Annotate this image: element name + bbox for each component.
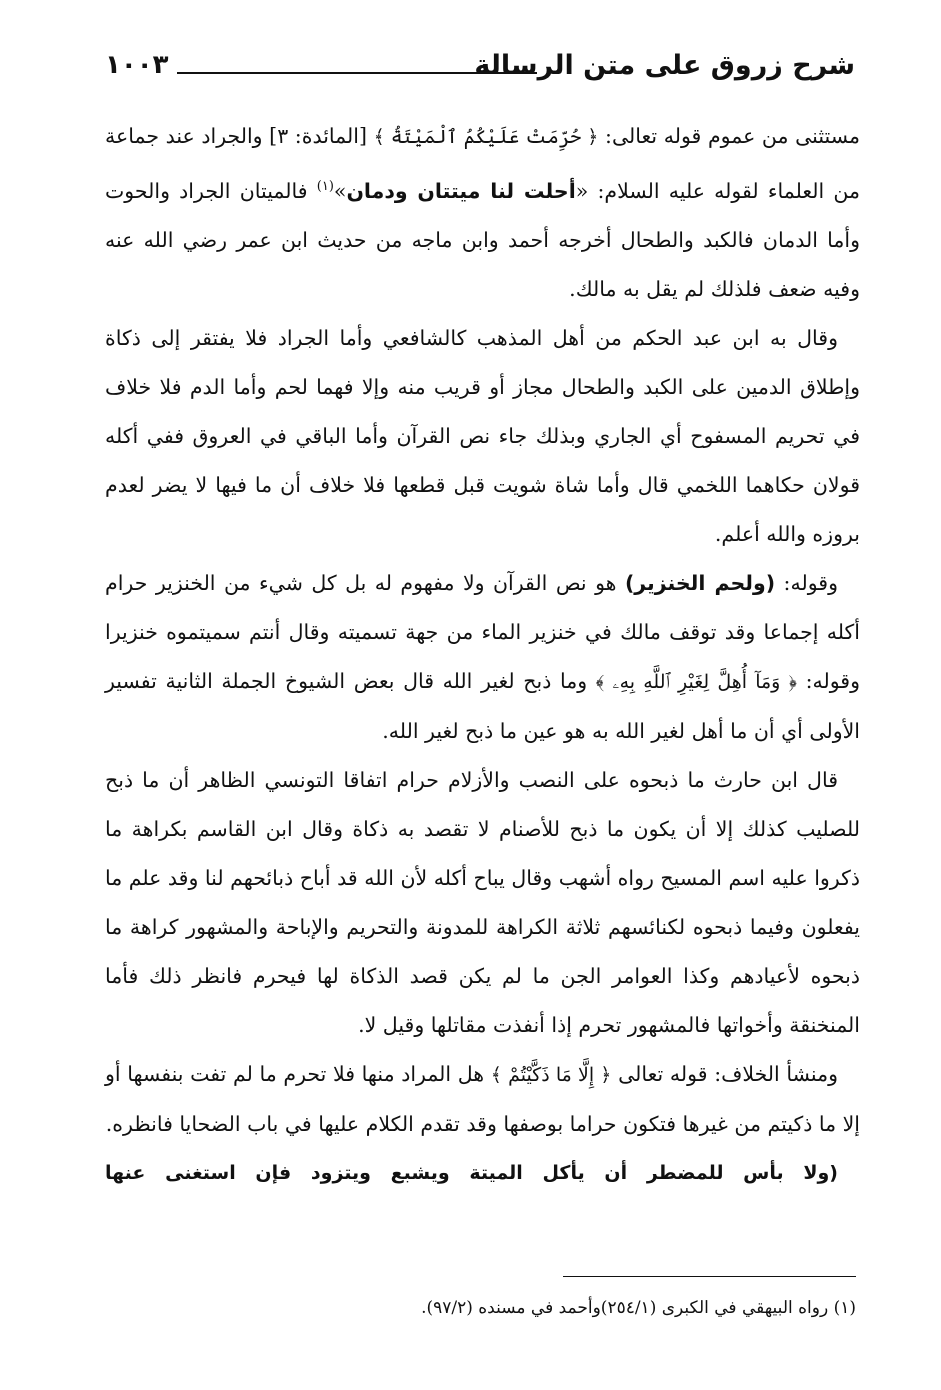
page-header: [105, 50, 855, 90]
page-number: ١٠٠٣: [105, 50, 169, 80]
text-run: [المائدة: ٣] والجراد عند جماعة من العلماء لقوله عليه السلام: «: [105, 124, 861, 203]
text-run: وما ذبح لغير الله قال بعض الشيوخ الجملة الثانية تفسير الأولى أي أن ما أهل لغير الله به هو عين ما ذبح لغير الله.: [105, 668, 860, 743]
footnote: (١) رواه البيهقي في الكبرى (٢٥٤/١)وأحمد في مسنده (٩٧/٢).: [421, 1298, 856, 1318]
text-run: فالميتان الجراد والحوت وأما الدمان فالكبد والطحال أخرجه أحمد وابن ماجه من حديث ابن عمر رضي الله عنه وفيه ضعف فلذلك لم يقل به مالك.: [105, 178, 860, 301]
running-title: شرح زروق على متن الرسالة: [474, 50, 855, 81]
paragraph-3: [105, 559, 860, 756]
footnote-rule: [563, 1276, 856, 1277]
footnote-marker[interactable]: (١): [316, 179, 334, 194]
quran-verse: ﴿ إِلَّا مَا ذَكَّيْتُمْ ﴾: [490, 1063, 612, 1086]
paragraph-5: [105, 1050, 860, 1149]
matn-quote: (ولحم الخنزير): [624, 570, 776, 595]
body-text: [105, 112, 860, 1198]
paragraph-4: قال ابن حارث ما ذبحوه على النصب والأزلام حرام اتفاقا التونسي الظاهر أن ما ذبح للصليب كذلك إلا أن يكون ما ذبح للأصنام لا تقصد به ذكاة وقال ابن القاسم بكراهة ما ذكروا عليه اسم المسيح رواه أشهب وقال يباح أكله لأن الله قد أباح ذبائحهم لنا وقد علم ما يفعلون وفيما ذبحوه لكنائسهم ثلاثة الكراهة للمدونة والتحريم والإباحة والمشهور كراهة ما ذبحوه لأعيادهم وكذا العوامر الجن ما لم يكن قصد الذكاة لها فيحرم فانظر ذلك فأما المنخنقة وأخواتها فالمشهور تحرم إذا أنفذت مقاتلها وقيل لا.: [105, 767, 860, 1037]
quran-verse: ﴿ حُرِّمَتْ عَلَيْكُمُ ٱلْمَيْتَةُ ﴾: [373, 126, 599, 148]
paragraph-2: وقال به ابن عبد الحكم من أهل المذهب كالشافعي وأما الجراد فلا يفتقر إلى ذكاة وإطلاق الدمين على الكبد والطحال مجاز أو قريب منه وإلا فهما لحم وأما الدم فلا خلاف في تحريم المسفوح أي الجاري وبذلك جاء نص القرآن وأما الباقي في العروق ففي أكله قولان حكاهما اللخمي قال وأما شاة شويت قبل قطعها فلا خلاف أن ما فيها لا يضر لعدم بروزه والله أعلم.: [105, 325, 860, 546]
text-run: هل المراد منها فلا تحرم ما لم تفت بنفسها أو إلا ما ذكيتم من غيرها فتكون حراما بوصفها وقد تقدم الكلام عليها في باب الضحايا فانظره.: [105, 1061, 860, 1136]
text-run: ومنشأ الخلاف: قوله تعالى: [611, 1061, 839, 1086]
text-run: »: [333, 178, 347, 203]
text-run: هو نص القرآن ولا مفهوم له بل كل شيء من الخنزير حرام أكله إجماعا وقد توقف مالك في خنزير الماء من جهة تسميته وقال أنتم سميتموه خنزيرا وقوله:: [105, 570, 860, 693]
text-run: وقوله:: [775, 570, 838, 595]
paragraph-1: [105, 112, 860, 314]
matn-heading: (ولا بأس للمضطر أن يأكل الميتة ويشبع ويتزود فإن استغنى عنها: [105, 1161, 838, 1184]
text-run: مستثنى من عموم قوله تعالى:: [598, 124, 860, 148]
header-rule: [177, 72, 537, 74]
hadith-quote: أحلت لنا ميتتان ودمان: [346, 178, 576, 203]
quran-verse: ﴿ وَمَآ أُهِلَّ لِغَيْرِ ٱللَّهِ بِهِۦ ﴾: [595, 670, 797, 693]
